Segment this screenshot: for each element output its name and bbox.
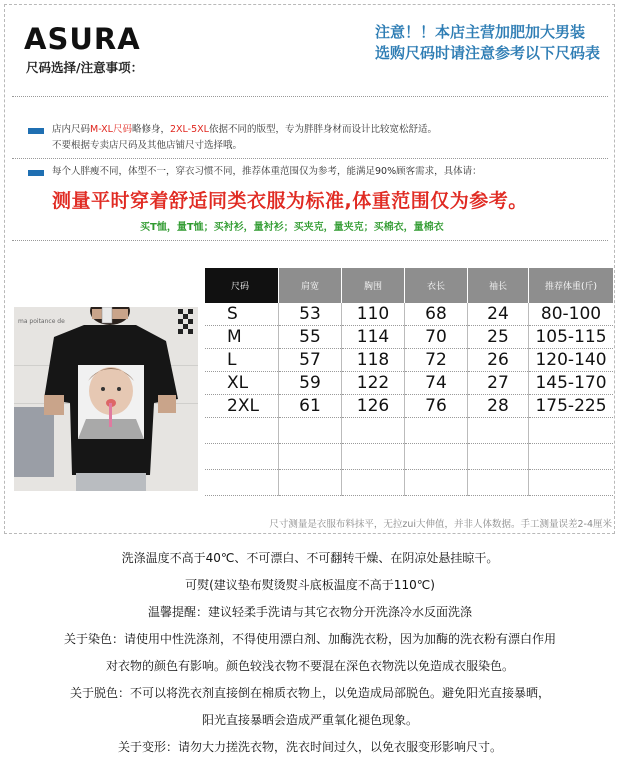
- divider: [12, 158, 608, 159]
- note-highlight: 2XL-5XL: [169, 124, 209, 135]
- measure-tip: 买T恤，量T恤；买衬衫，量衬衫；买夹克，量夹克；买棉衣，量棉衣: [140, 222, 444, 233]
- page-subtitle: 尺码选择/注意事项：: [26, 60, 144, 75]
- note-text: 店内尺码: [52, 124, 91, 135]
- note-line-3: 每个人胖瘦不同，体型不一，穿衣习惯不同，推荐体重范围仅为参考，能满足90%顾客需求，具体请：: [52, 166, 482, 177]
- table-cell: 105-115: [529, 326, 614, 349]
- table-cell: 114: [342, 326, 405, 349]
- table-cell: 59: [279, 372, 342, 395]
- table-cell: 25: [468, 326, 529, 349]
- table-cell: [205, 444, 279, 470]
- care-line-3: 温馨提醒：建议轻柔手洗请与其它衣物分开洗涤冷水反面洗涤: [147, 605, 472, 619]
- note-line-2: 不要根据专卖店尺码及其他店铺尺寸选择哦。: [52, 140, 243, 151]
- care-line-5: 对衣物的颜色有影响。颜色较浅衣物不要混在深色衣物洗以免造成衣服染色。: [105, 659, 514, 673]
- header-chest: 胸围: [342, 268, 405, 303]
- table-row-empty: [205, 470, 613, 496]
- table-cell: 2XL: [205, 395, 279, 418]
- table-cell: M: [205, 326, 279, 349]
- table-cell: [529, 418, 614, 444]
- measurement-emphasis: 测量平时穿着舒适同类衣服为标准,体重范围仅为参考。: [52, 190, 528, 212]
- header-shoulder: 肩宽: [279, 268, 342, 303]
- table-cell: 175-225: [529, 395, 614, 418]
- photo-wall-text: ma poitance de: [18, 318, 65, 325]
- table-cell: [205, 470, 279, 496]
- table-cell: 26: [468, 349, 529, 372]
- table-cell: [279, 418, 342, 444]
- table-cell: [279, 470, 342, 496]
- table-cell: [342, 444, 405, 470]
- table-cell: 24: [468, 303, 529, 326]
- bullet-marker: [28, 170, 44, 176]
- table-cell: L: [205, 349, 279, 372]
- table-cell: [468, 444, 529, 470]
- header-sleeve: 袖长: [468, 268, 529, 303]
- table-cell: [529, 444, 614, 470]
- table-cell: [342, 418, 405, 444]
- notice-block: [375, 22, 600, 64]
- table-cell: S: [205, 303, 279, 326]
- header-size: 尺码: [205, 268, 279, 303]
- table-cell: 70: [405, 326, 468, 349]
- table-cell: 61: [279, 395, 342, 418]
- table-cell: 122: [342, 372, 405, 395]
- model-illustration: [14, 307, 198, 491]
- care-line-7: 阳光直接暴晒会造成严重氧化褪色现象。: [201, 713, 418, 727]
- table-cell: 74: [405, 372, 468, 395]
- divider: [12, 240, 608, 241]
- table-cell: 145-170: [529, 372, 614, 395]
- table-row: [205, 372, 613, 395]
- table-cell: [279, 444, 342, 470]
- table-cell: 72: [405, 349, 468, 372]
- table-cell: 80-100: [529, 303, 614, 326]
- table-cell: [468, 418, 529, 444]
- notice-line-1: 注意！！本店主营加肥加大男装: [374, 23, 585, 41]
- table-cell: 55: [279, 326, 342, 349]
- table-cell: 126: [342, 395, 405, 418]
- table-cell: 118: [342, 349, 405, 372]
- care-line-2: 可熨(建议垫布熨烫熨斗底板温度不高于110℃): [185, 578, 435, 592]
- notice-line-2: 选购尺码时请注意参考以下尺码表: [374, 44, 600, 62]
- note-text: 依据不同的版型，专为胖胖身材而设计比较宽松舒适。: [208, 124, 437, 135]
- note-line-1: [52, 123, 437, 137]
- table-row-empty: [205, 418, 613, 444]
- table-cell: [468, 470, 529, 496]
- care-line-6: 关于脱色：不可以将洗衣剂直接倒在棉质衣物上，以免造成局部脱色。避免阳光直接暴晒，: [69, 686, 550, 700]
- table-cell: 76: [405, 395, 468, 418]
- table-cell: 120-140: [529, 349, 614, 372]
- table-cell: 110: [342, 303, 405, 326]
- table-row: [205, 349, 613, 372]
- care-line-4: 关于染色：请使用中性洗涤剂，不得使用漂白剂、加酶洗衣粉，因为加酶的洗衣粉有漂白作用: [63, 632, 556, 646]
- table-cell: 27: [468, 372, 529, 395]
- table-cell: [405, 418, 468, 444]
- table-cell: [205, 418, 279, 444]
- table-cell: 57: [279, 349, 342, 372]
- product-photo: [14, 307, 198, 491]
- size-chart-header-row: [205, 268, 613, 303]
- care-line-8: 关于变形：请勿大力搓洗衣物，洗衣时间过久，以免衣服变形影响尺寸。: [117, 740, 502, 754]
- measurement-footnote: 尺寸测量是衣服布料抹平，无拉zui大伸值，并非人体数据。手工测量误差2-4厘米: [269, 519, 612, 530]
- care-line-1: 洗涤温度不高于40℃、不可漂白、不可翻转干燥、在阴凉处悬挂晾干。: [121, 551, 499, 565]
- table-cell: [342, 470, 405, 496]
- bullet-marker: [28, 128, 44, 134]
- table-row-empty: [205, 444, 613, 470]
- table-cell: XL: [205, 372, 279, 395]
- header-length: 衣长: [405, 268, 468, 303]
- brand-logo: ASURA: [24, 22, 141, 56]
- table-cell: 68: [405, 303, 468, 326]
- table-row: [205, 303, 613, 326]
- note-text: 略修身，: [131, 124, 170, 135]
- table-cell: [405, 444, 468, 470]
- header-weight: 推荐体重(斤): [529, 268, 614, 303]
- table-cell: [529, 470, 614, 496]
- table-row: [205, 326, 613, 349]
- table-cell: [405, 470, 468, 496]
- table-cell: 53: [279, 303, 342, 326]
- divider: [12, 96, 608, 97]
- note-highlight: M-XL尺码: [90, 124, 132, 135]
- table-cell: 28: [468, 395, 529, 418]
- size-chart-table: [205, 268, 613, 496]
- table-row: [205, 395, 613, 418]
